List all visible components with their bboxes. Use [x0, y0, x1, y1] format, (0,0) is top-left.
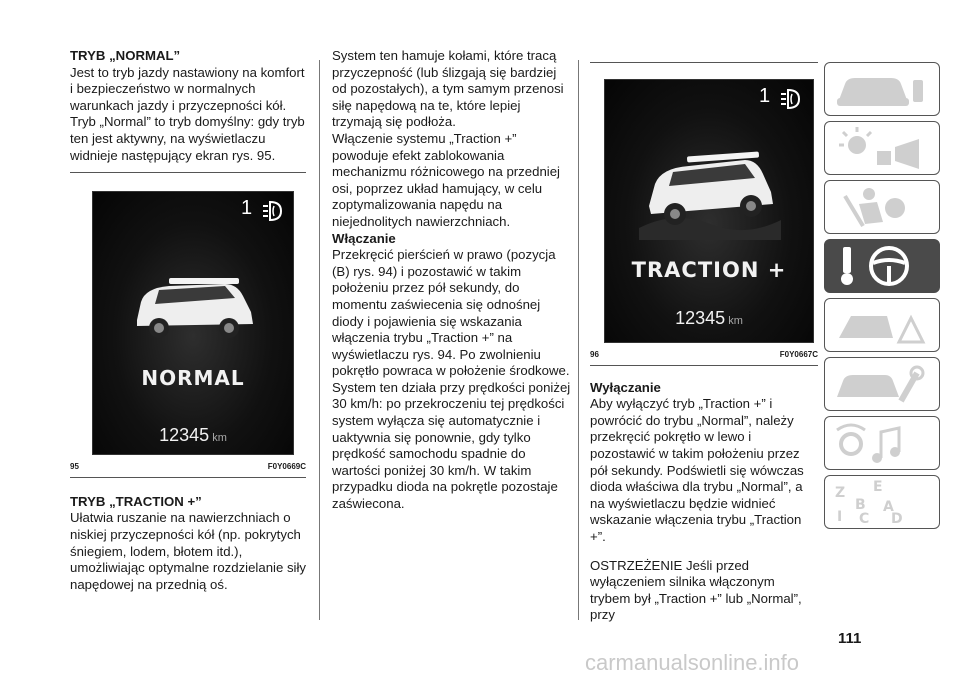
wrench-car-icon	[829, 361, 929, 407]
gear-indicator: 1	[241, 197, 253, 220]
separator-rule	[70, 172, 306, 173]
odometer-value: 12345	[675, 308, 726, 328]
page-number: 111	[838, 630, 862, 647]
figure-number: 95	[70, 462, 79, 472]
figure-96	[604, 79, 812, 343]
paragraph-speed-limit: System ten działa przy prędkości poniżej 30 km/h: po przekroczeniu tej prędkości system wyłącza się automatycznie i uaktywnia się ponownie, gdy tylko prędkość samochodu spadnie do wartości poniżej 30 km/h. W takim przypadku dioda na pokrętle pozostaje zaświecona.	[332, 379, 571, 512]
figure-number: 96	[590, 350, 599, 359]
paragraph-activation: Przekręcić pierścień w prawo (pozycja (B) rys. 94) i pozostawić w takim położeniu przez pół sekundy, do momentu zaświecenia się odnośnej diody i pojawienia się wskazania włączenia trybu „Traction +” na wyświetlaczu rys. 94. Po zwolnieniu pokrętło powraca w położenie środkowe.	[332, 247, 570, 379]
tab-multimedia[interactable]	[824, 416, 940, 470]
figure-caption	[590, 347, 818, 366]
multimedia-icon	[829, 420, 929, 466]
tab-emergency[interactable]	[824, 298, 940, 352]
svg-text:I: I	[837, 509, 843, 525]
svg-text:C: C	[859, 511, 870, 525]
car-offroad-illustration	[635, 150, 785, 240]
column-1	[70, 48, 306, 593]
mode-label: TRACTION +	[631, 258, 787, 282]
svg-text:A: A	[883, 499, 894, 515]
warning-accident-icon	[829, 302, 929, 348]
paragraph-warning: OSTRZEŻENIE Jeśli przed wyłączeniem silnika włączonym trybem był „Traction +” lub „Normal”, przy	[590, 557, 802, 623]
paragraph-traction-mode: Ułatwia ruszanie na nawierzchniach o niskiej przyczepności kół (np. pokrytych śniegiem, lodem, błotem itd.), umożliwiając optymalne rozdzielanie siły napędowej na przednią oś.	[70, 510, 307, 592]
figure-code: F0Y0667C	[779, 350, 818, 359]
steering-wheel-key-icon	[829, 243, 929, 289]
odometer-unit: km	[212, 432, 227, 445]
tab-driving[interactable]	[824, 239, 940, 293]
paragraph-braking: System ten hamuje kołami, które tracą przyczepność (lub ślizgają się bardziej od pozostałych), a tym samym przenosi siłę napędową na te, które lepiej trzymają się podłoża.	[332, 48, 564, 130]
fog-lamp-icon	[261, 198, 285, 224]
car-dashboard-icon	[829, 66, 929, 112]
lights-icon	[829, 125, 929, 171]
figure-code: F0Y0669C	[267, 462, 306, 472]
heading-deactivation: Wyłączanie	[590, 379, 661, 395]
column-divider-1	[319, 60, 320, 620]
display-traction	[604, 79, 814, 343]
airbag-safety-icon	[829, 184, 929, 230]
tab-dashboard[interactable]	[824, 62, 940, 116]
column-3	[590, 62, 818, 624]
separator-rule	[590, 62, 818, 63]
display-normal	[92, 191, 294, 455]
alphabet-index-icon	[829, 479, 929, 525]
fog-lamp-icon	[779, 86, 803, 112]
watermark: carmanualsonline.info	[585, 650, 800, 675]
heading-traction-mode: TRYB „TRACTION +”	[70, 493, 202, 509]
gear-indicator: 1	[759, 85, 771, 107]
svg-text:Z: Z	[835, 485, 846, 501]
odometer	[93, 427, 293, 447]
paragraph-normal-mode: Jest to tryb jazdy nastawiony na komfort i bezpieczeństwo w normalnych warunkach jazdy i przyczepności kół. Tryb „Normal” to tryb domyślny: gdy tryb ten jest aktywny, na wyświetlaczu widnieje następujący ekran rys. 95.	[70, 64, 305, 163]
tab-maintenance[interactable]	[824, 357, 940, 411]
column-2	[332, 48, 572, 513]
tab-index[interactable]	[824, 475, 940, 529]
svg-text:E: E	[873, 479, 883, 495]
odometer-value: 12345	[159, 425, 210, 446]
paragraph-activation-effect: Włączenie systemu „Traction +” powoduje efekt zablokowania mechanizmu różnicowego na przedniej osi, poprzez układ hamujący, w celu zoptymalizowania napędu na niejednolitych nawierzchniach.	[332, 130, 560, 229]
odometer-unit: km	[728, 315, 743, 327]
figure-caption	[70, 459, 306, 478]
mode-label: NORMAL	[141, 366, 245, 391]
svg-text:B: B	[855, 497, 866, 513]
tab-safety[interactable]	[824, 180, 940, 234]
column-divider-2	[578, 60, 579, 620]
car-illustration	[129, 276, 259, 346]
svg-text:D: D	[891, 511, 903, 525]
figure-95	[92, 191, 292, 455]
odometer	[605, 310, 813, 330]
heading-normal-mode: TRYB „NORMAL”	[70, 48, 181, 63]
heading-activation: Włączanie	[332, 230, 396, 246]
paragraph-deactivation: Aby wyłączyć tryb „Traction +” i powrócić do trybu „Normal”, należy przekręcić pokrętło w lewo i pozostawić w takim położeniu przez pół sekundy. Podświetli się wówczas dioda właściwa dla trybu „Normal”, a na wyświetlaczu będzie widnieć wskazanie włączenia trybu „Traction +”.	[590, 396, 804, 544]
tab-lights[interactable]	[824, 121, 940, 175]
